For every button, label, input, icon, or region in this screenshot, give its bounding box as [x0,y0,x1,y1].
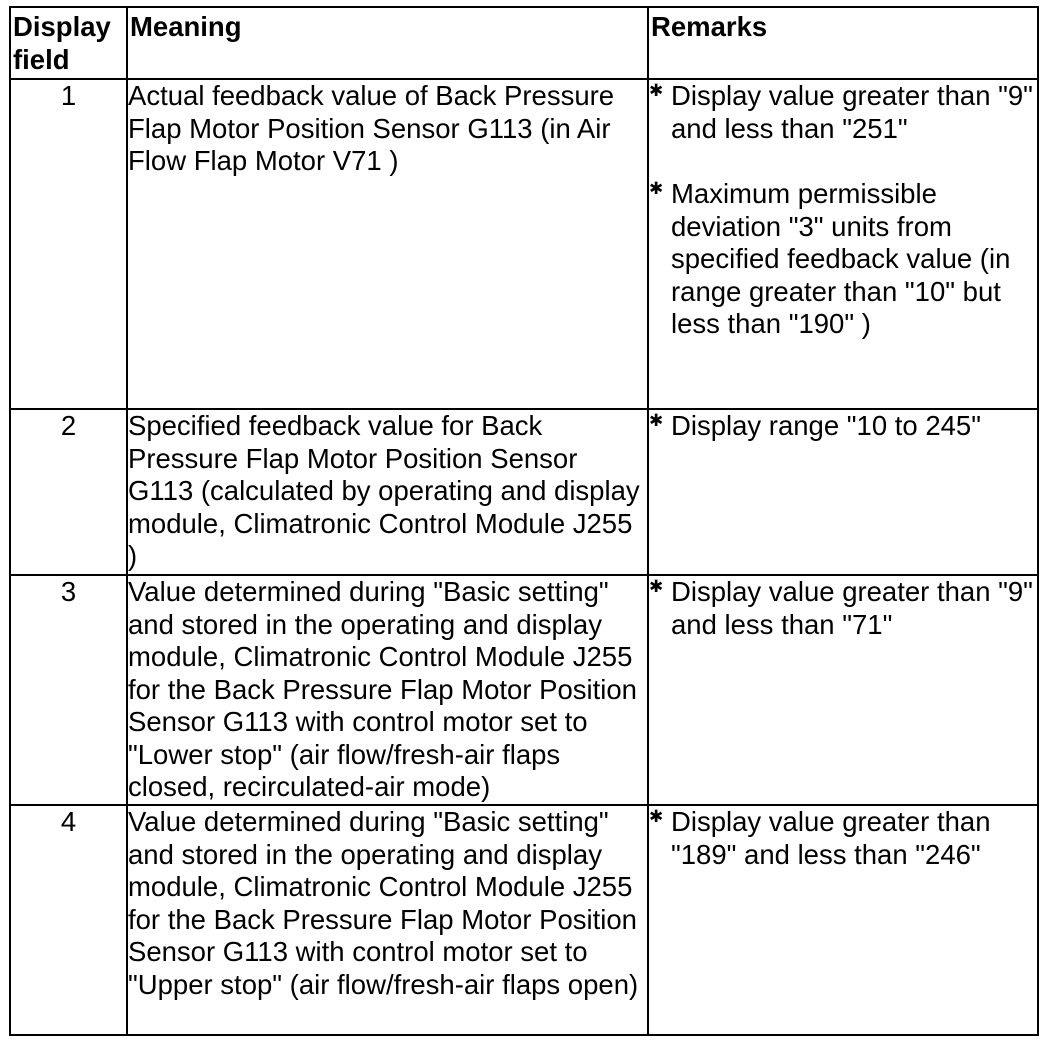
table-row [10,805,1038,1035]
remark-text: Display value greater than "189" and less than "246" [671,806,991,870]
remark-text: Display value greater than "9" and less than "71" [671,576,1033,640]
header-remarks: Remarks [648,7,1038,79]
remark-text: Display value greater than "9" and less than "251" [671,80,1033,144]
remark-item [649,80,1037,145]
remarks-cell [648,575,1038,805]
table-row [10,409,1038,575]
remark-item [649,178,1037,341]
header-meaning: Meaning [127,7,648,79]
meaning-text: Actual feedback value of Back Pressure Flap Motor Position Sensor G113 (in Air Flow Flap Motor V71 ) [127,79,648,409]
header-display-field [10,7,127,79]
remark-text: Maximum permissible deviation "3" units from specified feedback value (in range greater than "10" but less than "190" ) [671,178,1011,339]
display-field-number: 2 [10,409,127,575]
meaning-text: Value determined during "Basic setting" and stored in the operating and display module, Climatronic Control Module J255 for the Back Pressure Flap Motor Position Sensor G113 with control motor set to "Lower stop" (air flow/fresh-air flaps closed, recirculated-air mode) [127,575,648,805]
header-display-field-line2: field [13,43,70,75]
asterisk-bullet-icon: ✱ [649,179,664,198]
table-body [10,79,1038,1035]
header-display-field-line1: Display [13,11,111,42]
table-row [10,79,1038,409]
asterisk-bullet-icon: ✱ [649,81,664,100]
table-header-row [10,7,1038,79]
remark-text: Display range "10 to 245" [671,410,981,441]
remarks-list [649,576,1037,641]
remarks-cell [648,409,1038,575]
display-field-number: 1 [10,79,127,409]
remarks-list [649,80,1037,341]
table-row [10,575,1038,805]
meaning-text: Specified feedback value for Back Pressure Flap Motor Position Sensor G113 (calculated by operating and display module, Climatronic Control Module J255 ) [127,409,648,575]
meaning-text: Value determined during "Basic setting" and stored in the operating and display module, Climatronic Control Module J255 for the Back Pressure Flap Motor Position Sensor G113 with control motor set to "Upper stop" (air flow/fresh-air flaps open) [127,805,648,1035]
asterisk-bullet-icon: ✱ [649,411,664,430]
remark-item [649,576,1037,641]
remarks-list [649,410,1037,443]
asterisk-bullet-icon: ✱ [649,577,664,596]
remarks-cell [648,805,1038,1035]
remarks-cell [648,79,1038,409]
remark-item [649,806,1037,871]
remarks-list [649,806,1037,871]
asterisk-bullet-icon: ✱ [649,807,664,826]
display-field-table [9,6,1039,1036]
display-field-number: 3 [10,575,127,805]
remark-item [649,410,1037,443]
display-field-number: 4 [10,805,127,1035]
